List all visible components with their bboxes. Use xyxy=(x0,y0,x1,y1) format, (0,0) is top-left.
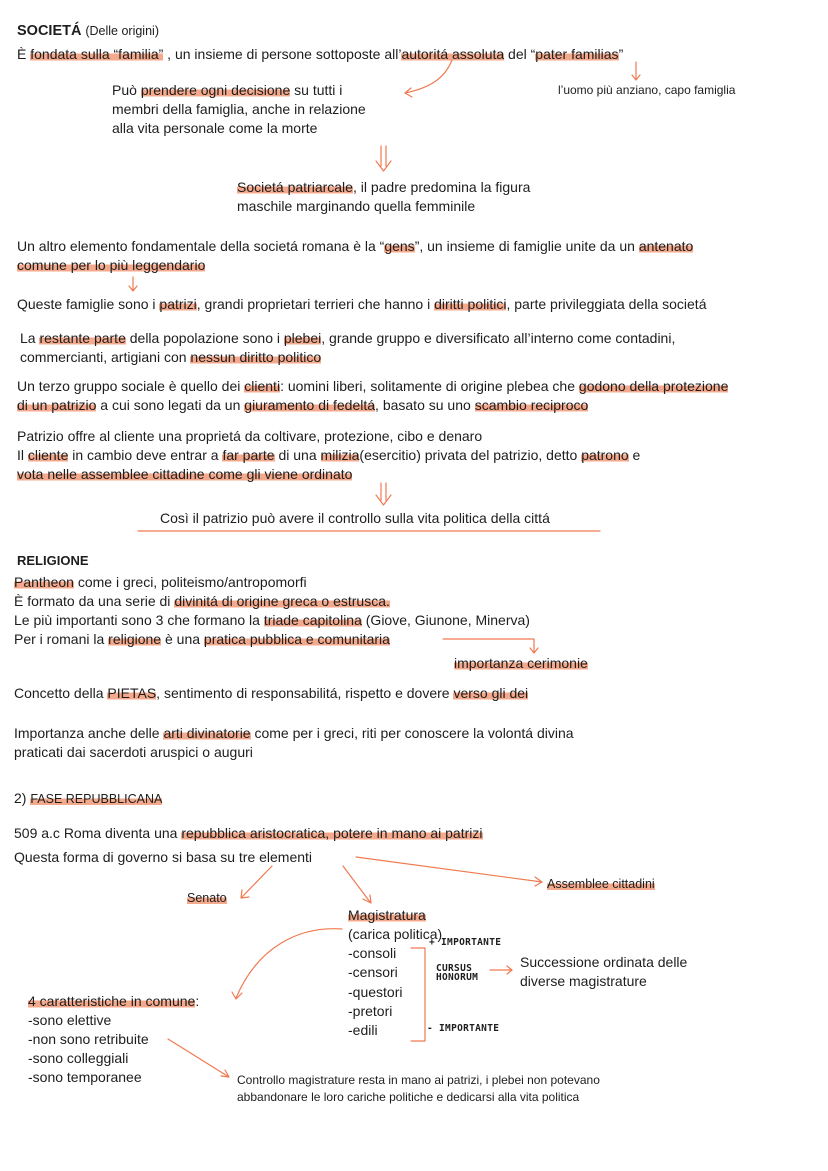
magistrato-censori: -censori xyxy=(348,964,398,980)
section-number: 2) xyxy=(14,790,31,806)
highlight-dei: verso gli dei xyxy=(453,685,529,701)
line-patriarcale-1: Societá patriarcale, il padre predomina la figura xyxy=(237,179,531,195)
line-forma: Questa forma di governo si basa su tre elementi xyxy=(14,849,313,865)
highlight-patrizi: patrizi xyxy=(159,296,197,312)
line-clienti-1: Un terzo gruppo sociale è quello dei clienti: uomini liberi, solitamente di origine plebea che godono della protezione xyxy=(17,378,729,394)
highlight-pater: pater familias xyxy=(535,46,619,62)
line-caratteristiche: 4 caratteristiche in comune: xyxy=(28,993,200,1009)
highlight-plebei: plebei xyxy=(283,330,322,346)
highlight-milizia: milizia xyxy=(320,447,360,463)
line-gens-1: Un altro elemento fondamentale della societá romana è la “gens”, un insieme di famiglie unite da un antenato xyxy=(17,238,694,254)
line-divinita: È formato da una serie di divinitá di origine greca o estrusca. xyxy=(14,593,390,609)
note-piu-importante: + IMPORTANTE xyxy=(429,937,502,948)
highlight-far-parte: far parte xyxy=(222,447,275,463)
line-plebei-2: commercianti, artigiani con nessun diritto politico xyxy=(20,349,322,365)
double-arrow-cosi xyxy=(376,483,391,505)
arrow-retribuite-controllo xyxy=(168,1039,229,1077)
highlight-patrono: patrono xyxy=(581,447,629,463)
tratto-retribuite: -non sono retribuite xyxy=(28,1031,149,1047)
note-cursus: CURSUS xyxy=(436,963,473,974)
line-cliente-1: Il cliente in cambio deve entrar a far parte di una milizia(esercitio) privata del patrizio, detto patrono e xyxy=(17,447,641,463)
label-carica: (carica politica) xyxy=(348,926,443,942)
highlight-clienti: clienti xyxy=(244,378,281,394)
highlight-familia: fondata sulla “familia” xyxy=(30,46,164,62)
highlight-patrizio: di un patrizio xyxy=(17,397,97,413)
tratto-elettive: -sono elettive xyxy=(28,1012,112,1028)
highlight-pietas: PIETAS xyxy=(107,685,157,701)
line-cosi: Così il patrizio può avere il controllo sulla vita politica della cittá xyxy=(160,510,550,526)
highlight-restante: restante parte xyxy=(39,330,126,346)
note-padre: l’uomo più anziano, capo famiglia xyxy=(558,83,736,97)
node-magistratura: Magistratura xyxy=(348,907,426,923)
title-societa: SOCIETÁ xyxy=(17,23,82,39)
node-assemblee: Assemblee cittadini xyxy=(547,877,655,891)
arrow-forma-magistratura xyxy=(343,866,370,902)
highlight-arti: arti divinatorie xyxy=(163,725,251,741)
highlight-autorita: autoritá assoluta xyxy=(401,46,505,62)
title-repubblica: FASE REPUBBLICANA xyxy=(30,792,163,806)
highlight-aristocratica: repubblica aristocratica, potere in mano ai patrizi xyxy=(181,825,483,841)
highlight-cerimonie: importanza cerimonie xyxy=(454,655,588,671)
line-triade: Le più importanti sono 3 che formano la triade capitolina (Giove, Giunone, Minerva) xyxy=(14,612,530,628)
highlight-divinita: divinitá di origine greca o estrusca. xyxy=(174,593,390,609)
highlight-pratica: pratica pubblica e comunitaria xyxy=(203,631,390,647)
magistrato-consoli: -consoli xyxy=(348,945,397,961)
highlight-antenato: antenato xyxy=(638,238,694,254)
line-controllo-2: abbandonare le loro cariche politiche e dedicarsi alla vita politica xyxy=(237,1090,580,1104)
highlight-protezione: godono della protezione xyxy=(578,378,729,394)
line-patrizi: Queste famiglie sono i patrizi, grandi proprietari terrieri che hanno i diritti politici, parte privileggiata della societá xyxy=(17,296,707,312)
highlight-nessun-diritto: nessun diritto politico xyxy=(190,349,322,365)
highlight-scambio: scambio reciproco xyxy=(474,397,589,413)
line-decisione-2: membri della famiglia, anche in relazione xyxy=(112,101,366,117)
highlight-leggendario: comune per lo più leggendario xyxy=(17,257,206,273)
highlight-patriarcale: Societá patriarcale xyxy=(237,179,353,195)
highlight-giuramento: giuramento di fedeltá xyxy=(244,397,376,413)
subtitle-origini: (Delle origini) xyxy=(85,24,159,38)
double-arrow-patriarcale xyxy=(376,146,391,171)
arrow-forma-assemblee xyxy=(356,857,542,882)
line-offre: Patrizio offre al cliente una proprietá da coltivare, protezione, cibo e denaro xyxy=(17,428,483,444)
highlight-gens: gens xyxy=(384,238,415,254)
node-senato: Senato xyxy=(187,891,227,905)
line-arti-2: praticati dai sacerdoti aruspici o auguri xyxy=(14,744,253,760)
line-patriarcale-2: maschile marginando quella femminile xyxy=(237,198,476,214)
arrow-magistratura-caratteristiche xyxy=(236,929,342,998)
highlight-religione: religione xyxy=(108,631,162,647)
highlight-diritti: diritti politici xyxy=(434,296,507,312)
line-decisione-3: alla vita personale come la morte xyxy=(112,120,318,136)
highlight-vota: vota nelle assemblee cittadine come gli viene ordinato xyxy=(17,466,353,482)
line-509: 509 a.c Roma diventa una repubblica aristocratica, potere in mano ai patrizi xyxy=(14,825,483,841)
arrow-forma-senato xyxy=(242,866,272,897)
note-honorum: HONORUM xyxy=(436,972,479,983)
arrow-autorita-decisione xyxy=(405,60,452,93)
line-pantheon: Pantheon come i greci, politeismo/antropomorfi xyxy=(14,574,307,590)
title-religione: RELIGIONE xyxy=(17,553,89,568)
magistrato-edili: -edili xyxy=(348,1022,378,1038)
line-clienti-2: di un patrizio a cui sono legati da un giuramento di fedeltá, basato su uno scambio reciproco xyxy=(17,397,589,413)
highlight-triade: triade capitolina xyxy=(263,612,362,628)
line-successione-1: Successione ordinata delle xyxy=(520,954,688,970)
line-successione-2: diverse magistrature xyxy=(520,973,647,989)
note-meno-importante: - IMPORTANTE xyxy=(427,1023,500,1034)
line-pratica: Per i romani la religione è una pratica pubblica e comunitaria xyxy=(14,631,390,647)
bracket-magistrati xyxy=(411,948,425,1041)
highlight-pantheon: Pantheon xyxy=(14,574,74,590)
line-controllo-1: Controllo magistrature resta in mano ai patrizi, i plebei non potevano xyxy=(237,1073,600,1087)
arrowhead-retribuite-controllo xyxy=(221,1070,229,1077)
highlight-caratteristiche: 4 caratteristiche in comune xyxy=(28,993,196,1009)
line-pietas: Concetto della PIETAS, sentimento di responsabilitá, rispetto e dovere verso gli dei xyxy=(14,685,529,701)
highlight-decisione: prendere ogni decisione xyxy=(140,82,291,98)
magistrato-pretori: -pretori xyxy=(348,1003,393,1019)
tratto-temporanee: -sono temporanee xyxy=(28,1069,142,1085)
line-plebei-1: La restante parte della popolazione sono i plebei, grande gruppo e diversificato all’interno come contadini, xyxy=(20,330,676,346)
line-arti-1: Importanza anche delle arti divinatorie come per i greci, riti per conoscere la volontá divina xyxy=(14,725,574,741)
tratto-colleggiali: -sono colleggiali xyxy=(28,1050,129,1066)
line-decisione-1: Può prendere ogni decisione su tutti i xyxy=(112,82,343,98)
magistrato-questori: -questori xyxy=(348,984,403,1000)
arrow-pratica-cerimonie xyxy=(443,639,534,652)
line-fondata: È fondata sulla “familia” , un insieme di persone sottoposte all’autoritá assoluta del “pater familias” xyxy=(17,46,624,62)
highlight-cliente: cliente xyxy=(27,447,69,463)
